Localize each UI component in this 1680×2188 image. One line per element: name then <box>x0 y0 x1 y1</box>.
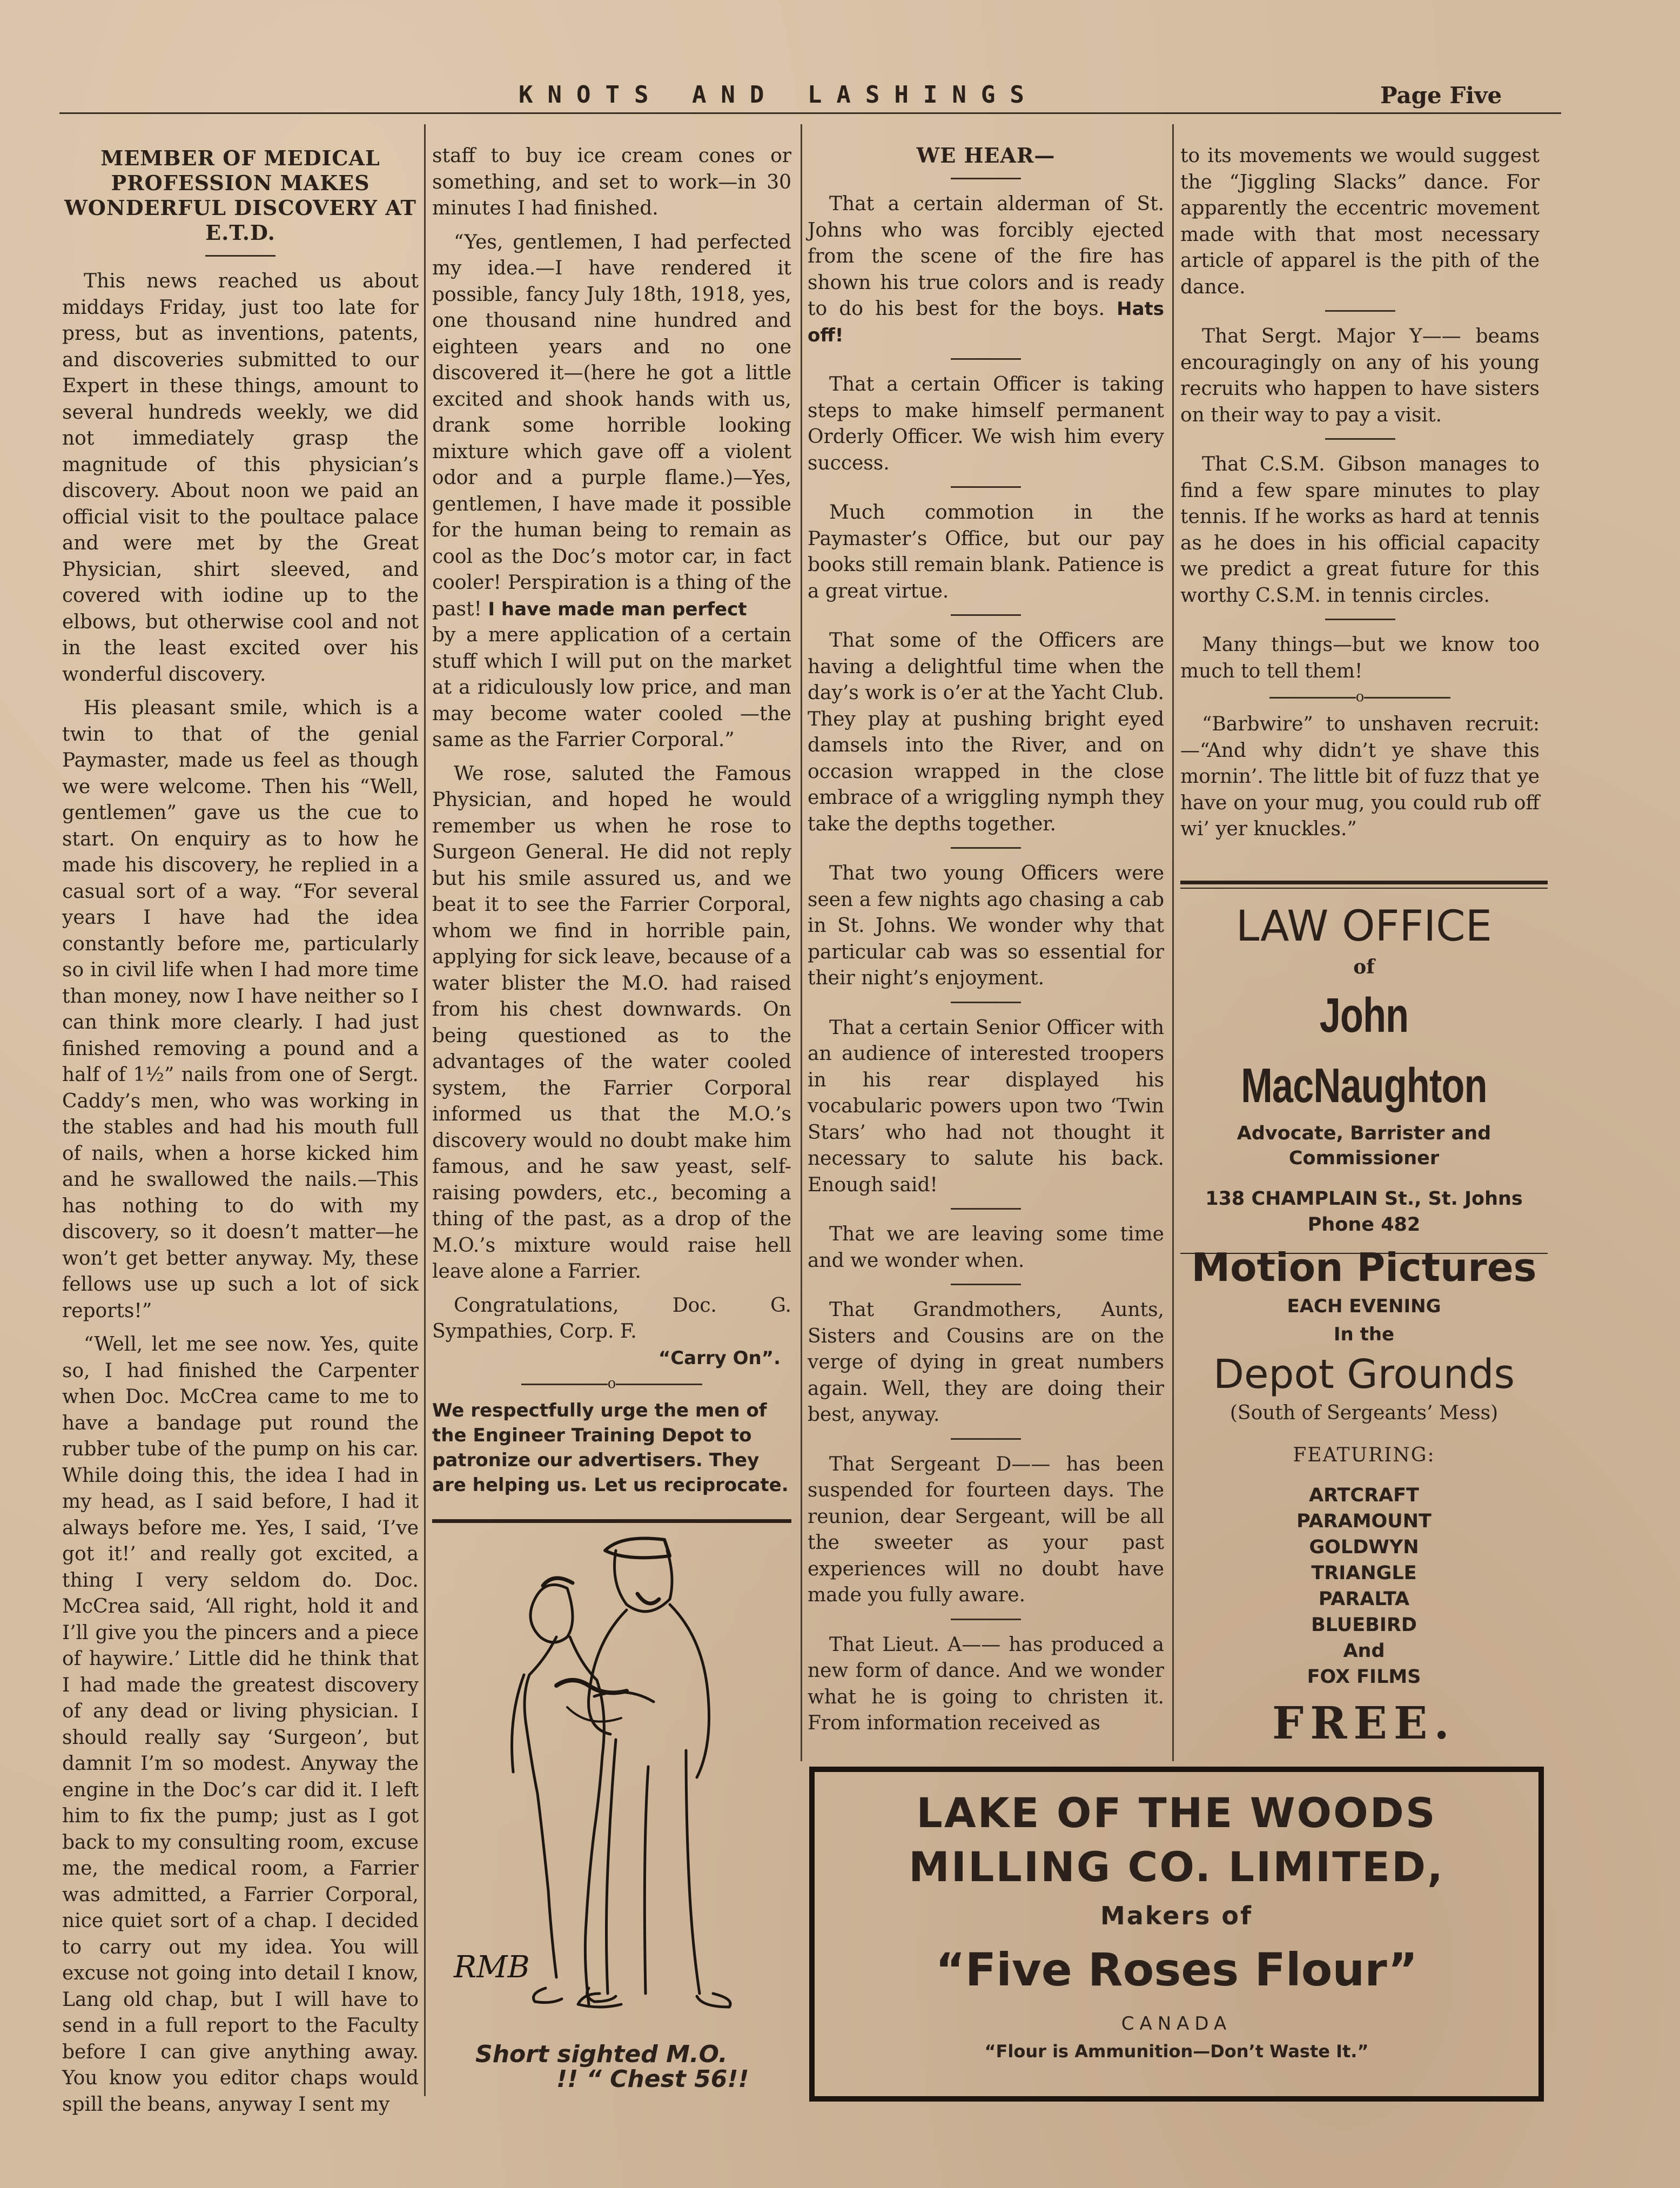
divider <box>951 1002 1021 1003</box>
divider <box>1325 310 1395 312</box>
studio-list <box>1180 1482 1548 1690</box>
motion-sub: EACH EVENING <box>1287 1296 1441 1317</box>
ornament-rule: o <box>1180 689 1540 705</box>
publication-title: KNOTS AND LASHINGS <box>519 81 1039 109</box>
divider <box>951 178 1021 179</box>
divider <box>951 847 1021 849</box>
divider <box>951 614 1021 616</box>
we-hear-item: That Lieut. A—— has produced a new form of dance. And we wonder what he is going to christen it. From information received as <box>808 1633 1164 1734</box>
we-hear-item: That two young Officers were seen a few nights ago chasing a cab in St. Johns. We wonder why that particular cab was so essential for their night’s enjoyment. <box>808 862 1164 989</box>
free-admission: FREE. <box>1272 1697 1456 1749</box>
lawyer-role: Advocate, Barrister and Commissioner <box>1237 1123 1491 1169</box>
we-hear-item: “Barbwire” to unshaven recruit:—“And why didn’t ye shave this mornin’. The little bit of fuzz that ye have on your mug, you could rub off wi’ yer knuckles.” <box>1180 713 1540 840</box>
advertiser-appeal: We respectfully urge the men of the Engineer Training Depot to patronize our advertisers. They are helping us. Let us reciprocate. <box>432 1400 789 1496</box>
sign-off: “Carry On”. <box>658 1347 781 1369</box>
we-hear-item: That Sergt. Major Y—— beams encouragingly on any of his young recruits who happen to have sisters on their way to pay a visit. <box>1180 325 1540 426</box>
flour-company-line1: LAKE OF THE WOODS <box>916 1789 1437 1837</box>
five-roses-flour-ad <box>809 1767 1544 2102</box>
ad-rule <box>1180 888 1548 889</box>
divider <box>1325 619 1395 620</box>
article-paragraph: We rose, saluted the Famous Physician, and hoped he would remember us when he rose to Surgeon General. He did not reply but his smile assured us, and we beat it to see the Farrier Corporal, whom we find in horrible pain, applying for sick leave, because of a water blister the M.O. had raised from his chest downwards. On being questioned as to the advantages of the water cooled system, the Farrier Corporal informed us that the M.O.’s discovery would no doubt make him famous, and he saw yeast, self-raising powders, etc., becoming a thing of the past, as a drop of the M.O.’s mixture would raise hell leave alone a Farrier. <box>432 762 791 1283</box>
we-hear-item: That Sergeant D—— has been suspended for fourteen days. The reunion, dear Sergeant, will be all the sweeter as your past experiences will no doubt have made you fully aware. <box>808 1453 1164 1606</box>
lawyer-name: John MacNaughton <box>1241 989 1487 1113</box>
studio-name: GOLDWYN <box>1309 1536 1419 1558</box>
cartoon-illustration <box>432 1513 789 2096</box>
article-paragraph: Congratulations, Doc. G. Sympathies, Corp. F. <box>432 1294 791 1343</box>
studio-name: FOX FILMS <box>1307 1666 1421 1688</box>
flour-country: CANADA <box>1121 2013 1232 2035</box>
we-hear-column <box>808 143 1164 1741</box>
page-number: Page Five <box>1380 82 1502 109</box>
column-divider <box>1172 124 1174 1761</box>
article-paragraph: by a mere application of a certain stuff which I will put on the market at a ridiculously low price, and man may become water cooled —the same as the Farrier Corporal.” <box>432 624 791 751</box>
motion-pictures-ad <box>1180 1243 1548 1750</box>
we-hear-item: That a certain Officer is taking steps to make himself permanent Orderly Officer. We wish him every success. <box>808 373 1164 474</box>
law-office-of: of <box>1353 956 1375 978</box>
motion-venue: Depot Grounds <box>1213 1351 1515 1398</box>
divider <box>205 255 275 257</box>
motion-venue-note: (South of Sergeants’ Mess) <box>1229 1402 1498 1424</box>
flour-product: “Five Roses Flour” <box>935 1943 1418 1996</box>
flour-makers: Makers of <box>1100 1901 1253 1930</box>
column-divider <box>801 124 802 1761</box>
we-hear-item: That Grandmothers, Aunts, Sisters and Cousins are on the verge of dying in great numbers again. Well, they are doing their best, anyway. <box>808 1299 1164 1426</box>
studio-name: BLUEBIRD <box>1311 1614 1417 1636</box>
article-paragraph: staff to buy ice cream cones or something, and set to work—in 30 minutes I had finished. <box>432 145 791 219</box>
studio-name: ARTCRAFT <box>1309 1485 1419 1506</box>
bold-phrase: I have made man perfect <box>488 598 747 620</box>
we-hear-item: That C.S.M. Gibson manages to find a few spare minutes to play tennis. If he works as hard at tennis as he does in his official capacity we predict a great future for this worthy C.S.M. in tennis circles. <box>1180 453 1540 607</box>
article-headline: MEMBER OF MEDICAL PROFESSION MAKES WONDERFUL DISCOVERY AT E.T.D. <box>64 146 416 245</box>
ornament-rule: o <box>432 1375 791 1392</box>
flour-slogan: “Flour is Ammunition—Don’t Waste It.” <box>984 2041 1369 2062</box>
we-hear-column-continued <box>1180 143 1540 847</box>
caption-line: !! “ Chest 56!! <box>556 2065 749 2093</box>
article-column-1 <box>62 146 419 2125</box>
article-paragraph: This news reached us about middays Friday, just too late for press, but as inventions, patents, and discoveries submitted to our Expert in these things, amount to several hundreds weekly, we did not immediately grasp the magnitude of this physician’s discovery. About noon we paid an official visit to the poultace palace and were met by the Great Physician, shirt sleeved, and covered with iodine up to the elbows, but otherwise cool and not in the least excited over his wonderful discovery. <box>62 270 419 686</box>
article-column-2 <box>432 143 791 1523</box>
divider <box>951 1619 1021 1620</box>
law-office-title: LAW OFFICE <box>1235 902 1493 951</box>
law-office-ad <box>1180 881 1548 1254</box>
ad-rule <box>1180 881 1548 884</box>
we-hear-heading: WE HEAR— <box>916 143 1056 167</box>
we-hear-item: Much commotion in the Paymaster’s Office, but our pay books still remain blank. Patience is a great virtue. <box>808 501 1164 602</box>
divider <box>951 1438 1021 1440</box>
flour-company-line2: MILLING CO. LIMITED, <box>909 1843 1444 1891</box>
divider <box>1325 438 1395 440</box>
column-divider <box>424 124 426 2096</box>
we-hear-item: That we are leaving some time and we wonder when. <box>808 1223 1164 1272</box>
motion-title: Motion Pictures <box>1191 1245 1537 1290</box>
motion-featuring: FEATURING: <box>1293 1444 1435 1466</box>
article-text: “Yes, gentlemen, I had perfected my idea.—I have rendered it possible, fancy July 18th, 1918, yes, one thousand nine hundred and eighteen years and no one discovered it—(here he got a little excited and shook hands with us, drank some horrible looking mixture which gave off a violent odor and a purple flame.)—Yes, gentlemen, I have made it possible for the human being to remain as cool as the Doc’s motor car, in fact cooler! Perspiration is a thing of the past! <box>432 231 791 620</box>
hats-off: Hats off! <box>808 298 1164 346</box>
studio-name: And <box>1343 1640 1385 1662</box>
law-address: 138 CHAMPLAIN St., St. Johns <box>1205 1188 1523 1210</box>
article-paragraph: “Well, let me see now. Yes, quite so, I had finished the Carpenter when Doc. McCrea came to me to have a bandage put round the rubber tube of the pump on his car. While doing this, the idea I had in my head, as I said before, I had it always before me. Yes, I said, ‘I’ve got it!’ and really got excited, a thing I very seldom do. Doc. McCrea said, ‘All right, hold it and I’ll give you the pincers and a piece of haywire.’ Little did he think that I had made the greatest discovery of any dead or living physician. I should really say ‘Surgeon’, but damnit I’m so modest. Anyway the engine in the Doc’s car did it. I left him to fix the pump; just as I got back to my consulting room, excuse me, the medical room, a Farrier was admitted, a Farrier Corporal, nice quiet sort of a chap. I decided to carry out my idea. You will excuse not going into detail I know, Lang old chap, but I will have to send in a full report to the Faculty before I can give anything away. You know you editor chaps would spill the beans, anyway I sent my <box>62 1333 419 2116</box>
cartoon-drawing <box>432 1513 789 2096</box>
studio-name: TRIANGLE <box>1311 1562 1417 1584</box>
we-hear-item <box>808 191 1164 348</box>
divider <box>951 1284 1021 1285</box>
we-hear-item: That some of the Officers are having a delightful time when the day’s work is o’er at the Yacht Club. They play at pushing bright eyed damsels into the River, and on occasion wrapped in the close embrace of a wriggling nymph they take the depths together. <box>808 629 1164 835</box>
studio-name: PARAMOUNT <box>1296 1511 1432 1532</box>
divider <box>951 358 1021 360</box>
law-phone: Phone 482 <box>1307 1214 1421 1236</box>
we-hear-item: to its movements we would suggest the “Jiggling Slacks” dance. For apparently the eccentric movement made with that most necessary article of apparel is the pith of the dance. <box>1180 145 1540 298</box>
divider <box>951 486 1021 488</box>
article-paragraph: His pleasant smile, which is a twin to that of the genial Paymaster, made us feel as though we were welcome. Then his “Well, gentlemen” gave us the cue to start. On enquiry as to how he made his discovery, he replied in a casual sort of a way. “For several years I have had the idea constantly before me, particularly so in civil life when I had more time than money, now I have neither so I can think more clearly. I had just finished removing a pound and a half of 1½” nails from one of Sergt. Caddy’s men, who was working in the stables and had his mouth full of nails, when a horse kicked him and he swallowed the nails.—This has nothing to do with my discovery, so it doesn’t matter—he won’t get better anyway. My, these fellows use up such a lot of sick reports!” <box>62 697 419 1322</box>
we-hear-item: Many things—but we know too much to tell them! <box>1180 634 1540 682</box>
item-text: That a certain alderman of St. Johns who was forcibly ejected from the scene of the fire has shown his true colors and is ready to do his best for the boys. <box>808 193 1164 320</box>
we-hear-item: That a certain Senior Officer with an audience of interested troopers in his rear displayed his vocabularic powers upon two ‘Twin Stars’ who had not thought it necessary to salute his back. Enough said! <box>808 1016 1164 1196</box>
cartoon-caption <box>475 2042 778 2092</box>
studio-name: PARALTA <box>1318 1588 1410 1610</box>
divider <box>951 1208 1021 1210</box>
header-rule <box>59 112 1561 114</box>
cartoon-signature: RMB <box>454 1950 530 1985</box>
caption-line: Short sighted M.O. <box>475 2041 728 2068</box>
motion-sub: In the <box>1333 1324 1395 1345</box>
article-paragraph <box>432 230 791 623</box>
